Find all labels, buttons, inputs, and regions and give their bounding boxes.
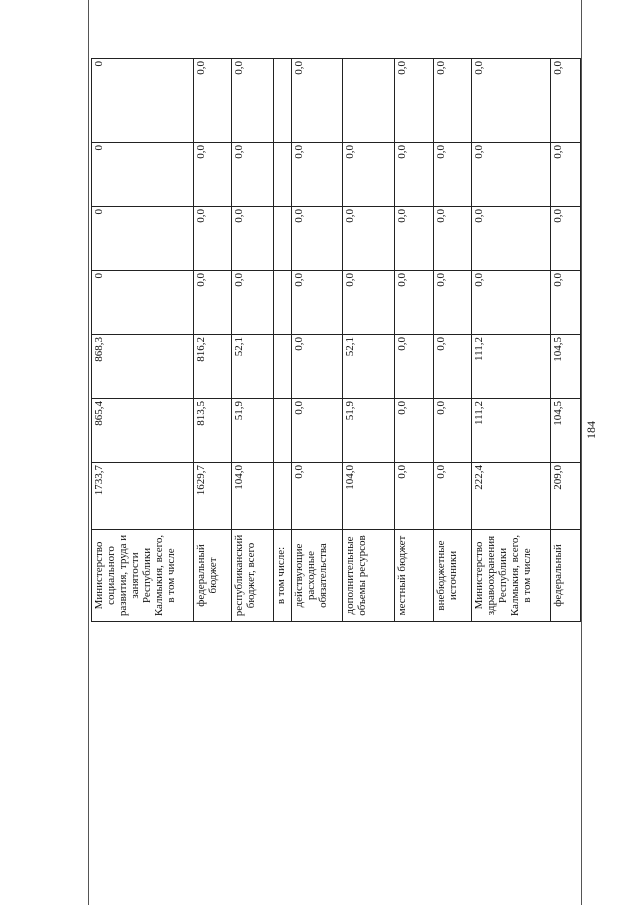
row-label: дополнительные объемы ресурсов <box>342 530 395 622</box>
value-cell: 0 <box>92 143 194 207</box>
value-cell <box>274 59 292 143</box>
value-cell: 0,0 <box>550 271 580 335</box>
value-cell: 0,0 <box>291 463 342 530</box>
table-row <box>274 59 292 622</box>
value-cell: 0,0 <box>291 143 342 207</box>
value-cell: 0,0 <box>193 143 232 207</box>
value-cell <box>274 143 292 207</box>
value-cell: 0,0 <box>342 143 395 207</box>
value-cell: 1733,7 <box>92 463 194 530</box>
table-row <box>291 59 342 622</box>
value-cell: 104,5 <box>550 399 580 463</box>
value-cell: 0,0 <box>472 143 550 207</box>
value-cell: 0,0 <box>472 207 550 271</box>
value-cell: 0,0 <box>395 463 434 530</box>
value-cell <box>274 335 292 399</box>
value-cell: 0,0 <box>291 399 342 463</box>
value-cell: 52,1 <box>232 335 274 399</box>
value-cell: 104,5 <box>550 335 580 399</box>
value-cell: 52,1 <box>342 335 395 399</box>
margin-rule-left <box>88 0 89 905</box>
value-cell: 813,5 <box>193 399 232 463</box>
value-cell: 0,0 <box>232 59 274 143</box>
value-cell: 0,0 <box>472 59 550 143</box>
row-label: республиканский бюджет, всего <box>232 530 274 622</box>
table-row <box>433 59 472 622</box>
margin-rule-right <box>581 0 582 905</box>
value-cell: 209,0 <box>550 463 580 530</box>
value-cell: 104,0 <box>232 463 274 530</box>
row-label: в том числе: <box>274 530 292 622</box>
value-cell: 0,0 <box>291 335 342 399</box>
value-cell <box>274 463 292 530</box>
table-row <box>472 59 550 622</box>
value-cell: 0,0 <box>232 207 274 271</box>
row-label: федеральный <box>550 530 580 622</box>
value-cell: 0 <box>92 207 194 271</box>
value-cell: 0,0 <box>433 207 472 271</box>
value-cell: 0,0 <box>472 271 550 335</box>
value-cell <box>274 207 292 271</box>
table-row <box>92 59 194 622</box>
value-cell: 0,0 <box>291 271 342 335</box>
row-label: внебюджетные источники <box>433 530 472 622</box>
budget-table <box>91 58 581 622</box>
value-cell: 0,0 <box>395 207 434 271</box>
value-cell <box>342 59 395 143</box>
row-label: федеральный бюджет <box>193 530 232 622</box>
value-cell: 1629,7 <box>193 463 232 530</box>
value-cell: 0,0 <box>395 399 434 463</box>
value-cell: 0,0 <box>193 271 232 335</box>
row-label: местный бюджет <box>395 530 434 622</box>
value-cell: 0,0 <box>433 399 472 463</box>
value-cell: 104,0 <box>342 463 395 530</box>
value-cell: 0,0 <box>433 59 472 143</box>
value-cell: 51,9 <box>232 399 274 463</box>
value-cell: 0,0 <box>550 143 580 207</box>
row-label: действующие расходные обязательства <box>291 530 342 622</box>
row-label: Министерство социального развития, труда и занятости Республики Калмыкия, всего, в том числе <box>92 530 194 622</box>
table-row <box>193 59 232 622</box>
value-cell: 0,0 <box>291 59 342 143</box>
value-cell: 222,4 <box>472 463 550 530</box>
value-cell: 0,0 <box>433 335 472 399</box>
value-cell: 0,0 <box>395 143 434 207</box>
value-cell: 868,3 <box>92 335 194 399</box>
value-cell: 0,0 <box>291 207 342 271</box>
row-label: Министерство здравоохранения Республики Калмыкия, всего, в том числе <box>472 530 550 622</box>
value-cell: 0 <box>92 271 194 335</box>
value-cell: 0,0 <box>395 59 434 143</box>
value-cell <box>274 399 292 463</box>
table-row <box>342 59 395 622</box>
value-cell: 0,0 <box>433 143 472 207</box>
value-cell: 111,2 <box>472 335 550 399</box>
value-cell: 0,0 <box>193 59 232 143</box>
value-cell: 0,0 <box>342 207 395 271</box>
value-cell: 0,0 <box>433 271 472 335</box>
value-cell: 0,0 <box>550 207 580 271</box>
table-row <box>232 59 274 622</box>
value-cell <box>274 271 292 335</box>
value-cell: 816,2 <box>193 335 232 399</box>
value-cell: 0 <box>92 59 194 143</box>
value-cell: 0,0 <box>395 335 434 399</box>
value-cell: 0,0 <box>193 207 232 271</box>
table-row <box>395 59 434 622</box>
value-cell: 111,2 <box>472 399 550 463</box>
value-cell: 0,0 <box>433 463 472 530</box>
value-cell: 51,9 <box>342 399 395 463</box>
value-cell: 0,0 <box>395 271 434 335</box>
value-cell: 0,0 <box>550 59 580 143</box>
value-cell: 865,4 <box>92 399 194 463</box>
value-cell: 0,0 <box>232 271 274 335</box>
table-row <box>550 59 580 622</box>
value-cell: 0,0 <box>342 271 395 335</box>
page-number: 184 <box>584 421 598 439</box>
value-cell: 0,0 <box>232 143 274 207</box>
